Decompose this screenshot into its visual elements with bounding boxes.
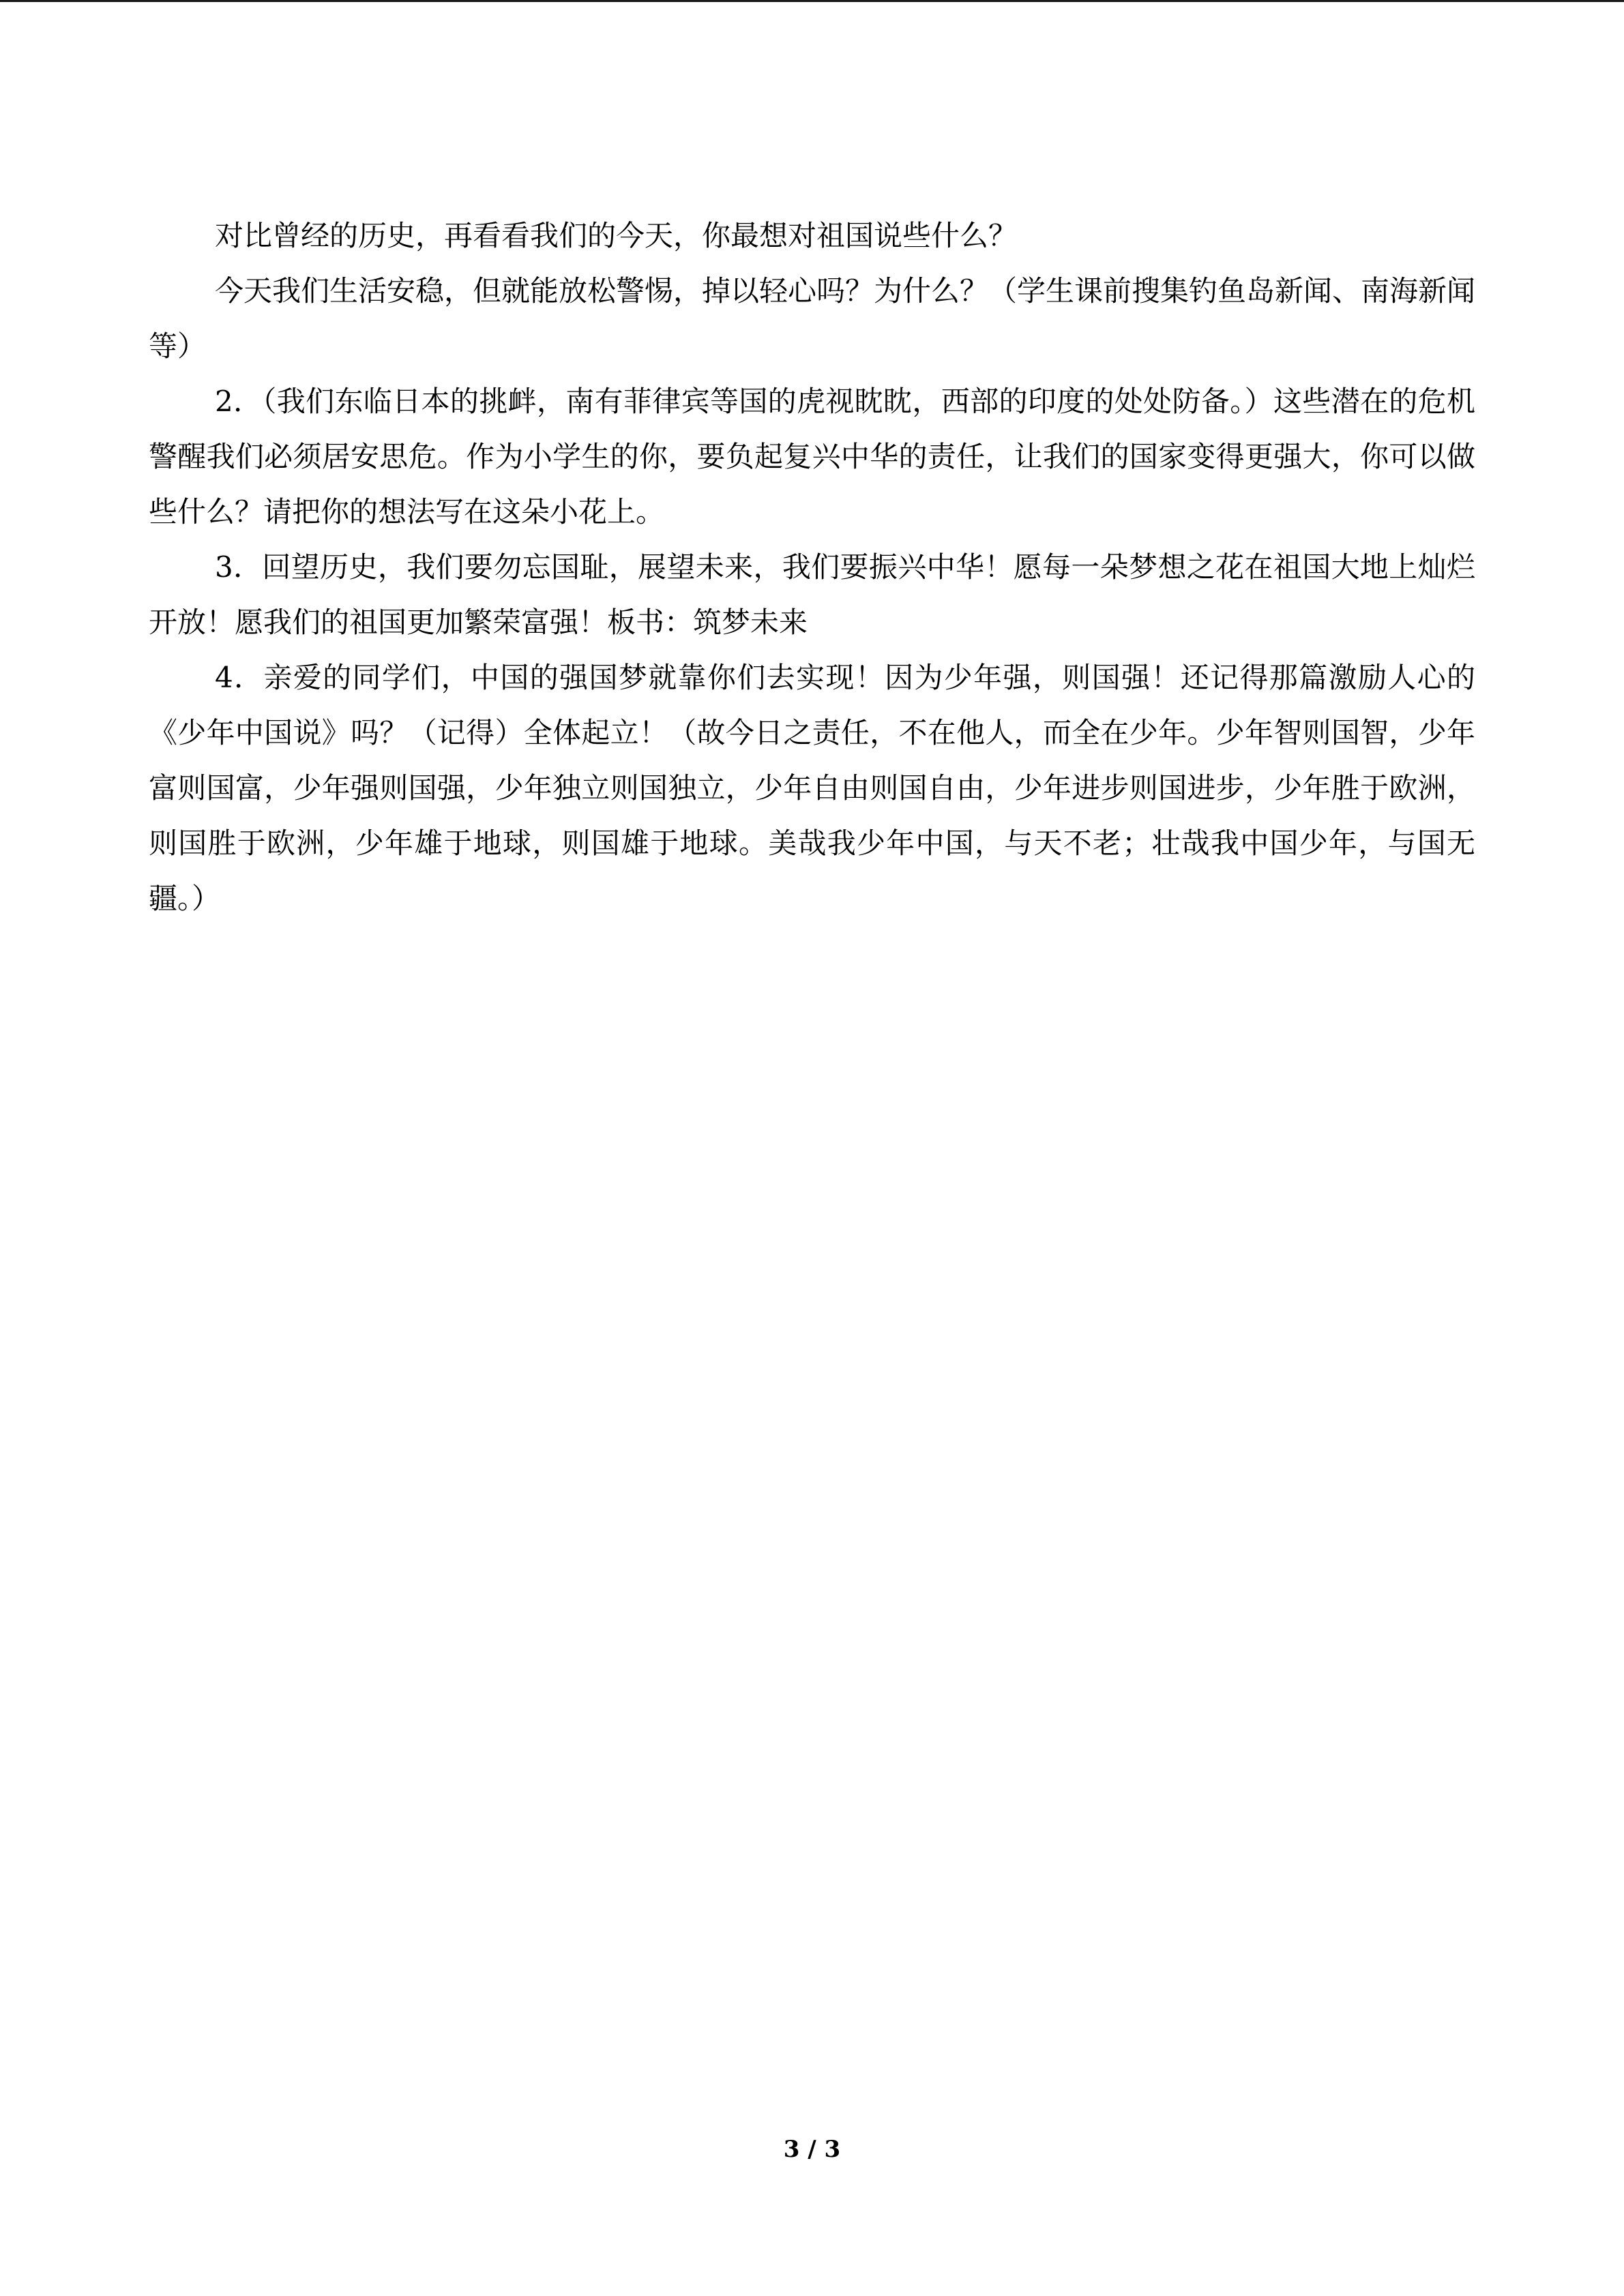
paragraph-item-3: 3．回望历史，我们要勿忘国耻，展望未来，我们要振兴中华！愿每一朵梦想之花在祖国大地上灿烂开放！愿我们的祖国更加繁荣富强！板书：筑梦未来 — [149, 550, 1475, 639]
paragraph-item-4: 4．亲爱的同学们，中国的强国梦就靠你们去实现！因为少年强，则国强！还记得那篇激励人心的《少年中国说》吗？（记得）全体起立！（故今日之责任，不在他人，而全在少年。少年智则国智，少年富则国富，少年强则国强，少年独立则国独立，少年自由则国自由，少年进步则国进步，少年胜于欧洲，则国胜于欧洲，少年雄于地球，则国雄于地球。美哉我少年中国，与天不老；壮哉我中国少年，与国无疆。） — [149, 661, 1475, 915]
paragraph-reflection-question: 对比曾经的历史，再看看我们的今天，你最想对祖国说些什么？ — [215, 219, 1018, 252]
paragraph-vigilance-question: 今天我们生活安稳，但就能放松警惕，掉以轻心吗？为什么？（学生课前搜集钓鱼岛新闻、南海新闻等） — [149, 274, 1476, 363]
document-body — [149, 208, 1475, 926]
page-number: 3 / 3 — [783, 2136, 841, 2163]
paragraph-item-2: 2．（我们东临日本的挑衅，南有菲律宾等国的虎视眈眈，西部的印度的处处防备。）这些潜在的危机警醒我们必须居安思危。作为小学生的你，要负起复兴中华的责任，让我们的国家变得更强大，你可以做些什么？请把你的想法写在这朵小花上。 — [149, 385, 1475, 528]
page-top-border — [0, 0, 1624, 2]
